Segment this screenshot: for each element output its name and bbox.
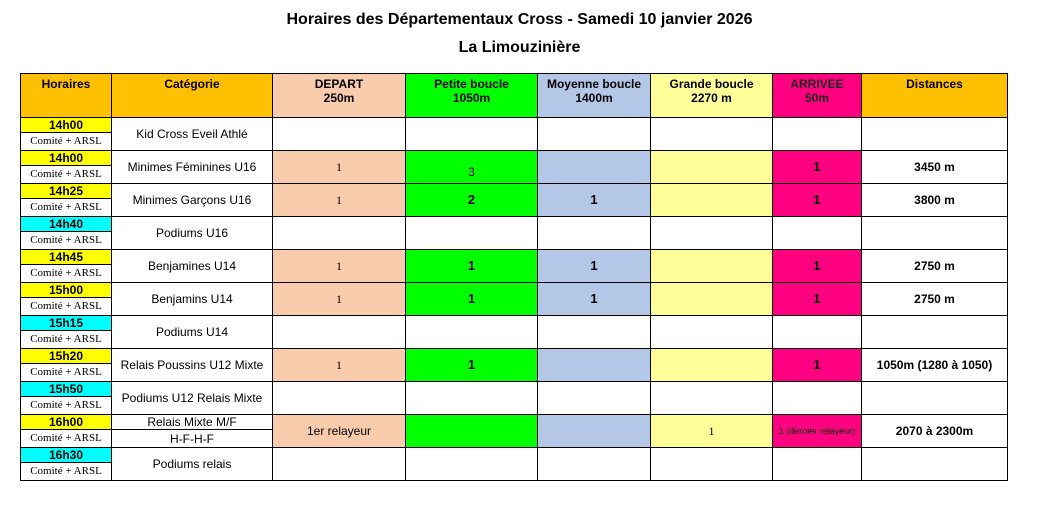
org-cell: Comité + ARSL xyxy=(21,133,112,151)
grande-cell xyxy=(651,283,773,316)
petite-cell: 1 xyxy=(406,349,538,382)
table-row xyxy=(21,118,1008,133)
header-distances: Distances xyxy=(862,74,1008,118)
petite-cell xyxy=(406,415,538,448)
moyenne-cell xyxy=(538,349,651,382)
grande-cell xyxy=(651,349,773,382)
org-cell: Comité + ARSL xyxy=(21,298,112,316)
category-cell: Relais Poussins U12 Mixte xyxy=(112,349,273,382)
grande-cell xyxy=(651,184,773,217)
petite-cell xyxy=(406,118,538,151)
table-row xyxy=(21,151,1008,166)
grande-cell: 1 xyxy=(651,415,773,448)
schedule-table xyxy=(20,73,1008,481)
depart-cell: 1 xyxy=(273,184,406,217)
table-row xyxy=(21,316,1008,331)
arrivee-cell: 1 xyxy=(773,349,862,382)
arrivee-cell xyxy=(773,217,862,250)
time-cell: 16h30 xyxy=(21,448,112,463)
category-cell: Benjamins U14 xyxy=(112,283,273,316)
grande-cell xyxy=(651,448,773,481)
moyenne-cell: 1 xyxy=(538,283,651,316)
header-moyenne-boucle: Moyenne boucle 1400m xyxy=(538,74,651,118)
header-categorie: Catégorie xyxy=(112,74,273,118)
time-cell: 15h20 xyxy=(21,349,112,364)
time-cell: 14h00 xyxy=(21,118,112,133)
arrivee-cell: 1 (dernier relayeur) xyxy=(773,415,862,448)
category-cell: Podiums U12 Relais Mixte xyxy=(112,382,273,415)
moyenne-cell xyxy=(538,415,651,448)
table-row xyxy=(21,382,1008,397)
moyenne-cell xyxy=(538,316,651,349)
grande-cell xyxy=(651,118,773,151)
grande-cell xyxy=(651,217,773,250)
depart-cell: 1 xyxy=(273,283,406,316)
arrivee-cell: 1 xyxy=(773,184,862,217)
distance-cell: 2750 m xyxy=(862,250,1008,283)
org-cell: Comité + ARSL xyxy=(21,430,112,448)
moyenne-cell xyxy=(538,151,651,184)
time-cell: 15h00 xyxy=(21,283,112,298)
arrivee-cell xyxy=(773,316,862,349)
moyenne-cell: 1 xyxy=(538,184,651,217)
table-row xyxy=(21,415,1008,430)
petite-cell xyxy=(406,382,538,415)
time-cell: 16h00 xyxy=(21,415,112,430)
depart-cell xyxy=(273,316,406,349)
arrivee-cell: 1 xyxy=(773,151,862,184)
moyenne-cell: 1 xyxy=(538,250,651,283)
org-cell: Comité + ARSL xyxy=(21,232,112,250)
distance-cell xyxy=(862,316,1008,349)
moyenne-cell xyxy=(538,217,651,250)
header-horaires: Horaires xyxy=(21,74,112,118)
header-grande-boucle: Grande boucle 2270 m xyxy=(651,74,773,118)
category-cell: Relais Mixte M/F xyxy=(112,415,273,430)
page-subtitle: La Limouzinière xyxy=(458,39,581,56)
distance-cell xyxy=(862,382,1008,415)
category-cell: Kid Cross Eveil Athlé xyxy=(112,118,273,151)
grande-cell xyxy=(651,250,773,283)
org-cell: Comité + ARSL xyxy=(21,265,112,283)
depart-cell: 1er relayeur xyxy=(273,415,406,448)
table-row xyxy=(21,217,1008,232)
moyenne-cell xyxy=(538,382,651,415)
distance-cell: 3450 m xyxy=(862,151,1008,184)
category-cell: Minimes Garçons U16 xyxy=(112,184,273,217)
depart-cell: 1 xyxy=(273,151,406,184)
category-cell: Podiums relais xyxy=(112,448,273,481)
arrivee-cell: 1 xyxy=(773,250,862,283)
grande-cell xyxy=(651,382,773,415)
distance-cell: 2070 à 2300m xyxy=(862,415,1008,448)
time-cell: 14h40 xyxy=(21,217,112,232)
category-cell: Podiums U14 xyxy=(112,316,273,349)
distance-cell: 2750 m xyxy=(862,283,1008,316)
category-cell-line2: H-F-H-F xyxy=(112,430,273,448)
time-cell: 14h00 xyxy=(21,151,112,166)
table-row xyxy=(21,250,1008,265)
moyenne-cell xyxy=(538,118,651,151)
depart-cell xyxy=(273,448,406,481)
time-cell: 15h50 xyxy=(21,382,112,397)
org-cell: Comité + ARSL xyxy=(21,166,112,184)
arrivee-cell xyxy=(773,448,862,481)
org-cell: Comité + ARSL xyxy=(21,199,112,217)
depart-cell: 1 xyxy=(273,250,406,283)
org-cell: Comité + ARSL xyxy=(21,331,112,349)
org-cell: Comité + ARSL xyxy=(21,364,112,382)
category-cell: Minimes Féminines U16 xyxy=(112,151,273,184)
petite-cell: 3 xyxy=(406,151,538,184)
distance-cell xyxy=(862,448,1008,481)
time-cell: 15h15 xyxy=(21,316,112,331)
distance-cell xyxy=(862,217,1008,250)
depart-cell: 1 xyxy=(273,349,406,382)
time-cell: 14h25 xyxy=(21,184,112,199)
category-cell: Benjamines U14 xyxy=(112,250,273,283)
header-depart: DEPART 250m xyxy=(273,74,406,118)
org-cell: Comité + ARSL xyxy=(21,463,112,481)
depart-cell xyxy=(273,118,406,151)
grande-cell xyxy=(651,316,773,349)
header-arrivee: ARRIVEE 50m xyxy=(773,74,862,118)
org-cell: Comité + ARSL xyxy=(21,397,112,415)
arrivee-cell xyxy=(773,382,862,415)
table-row xyxy=(21,184,1008,199)
distance-cell: 3800 m xyxy=(862,184,1008,217)
table-row xyxy=(21,349,1008,364)
petite-cell xyxy=(406,217,538,250)
petite-cell: 2 xyxy=(406,184,538,217)
petite-cell xyxy=(406,448,538,481)
depart-cell xyxy=(273,382,406,415)
header-petite-boucle: Petite boucle 1050m xyxy=(406,74,538,118)
table-row xyxy=(21,283,1008,298)
petite-cell xyxy=(406,316,538,349)
petite-cell: 1 xyxy=(406,283,538,316)
petite-cell: 1 xyxy=(406,250,538,283)
grande-cell xyxy=(651,151,773,184)
header-row xyxy=(21,74,1008,118)
moyenne-cell xyxy=(538,448,651,481)
distance-cell: 1050m (1280 à 1050) xyxy=(862,349,1008,382)
depart-cell xyxy=(273,217,406,250)
page-title: Horaires des Départementaux Cross - Samedi 10 janvier 2026 xyxy=(286,11,753,28)
category-cell: Podiums U16 xyxy=(112,217,273,250)
arrivee-cell: 1 xyxy=(773,283,862,316)
time-cell: 14h45 xyxy=(21,250,112,265)
arrivee-cell xyxy=(773,118,862,151)
table-row xyxy=(21,448,1008,463)
distance-cell xyxy=(862,118,1008,151)
